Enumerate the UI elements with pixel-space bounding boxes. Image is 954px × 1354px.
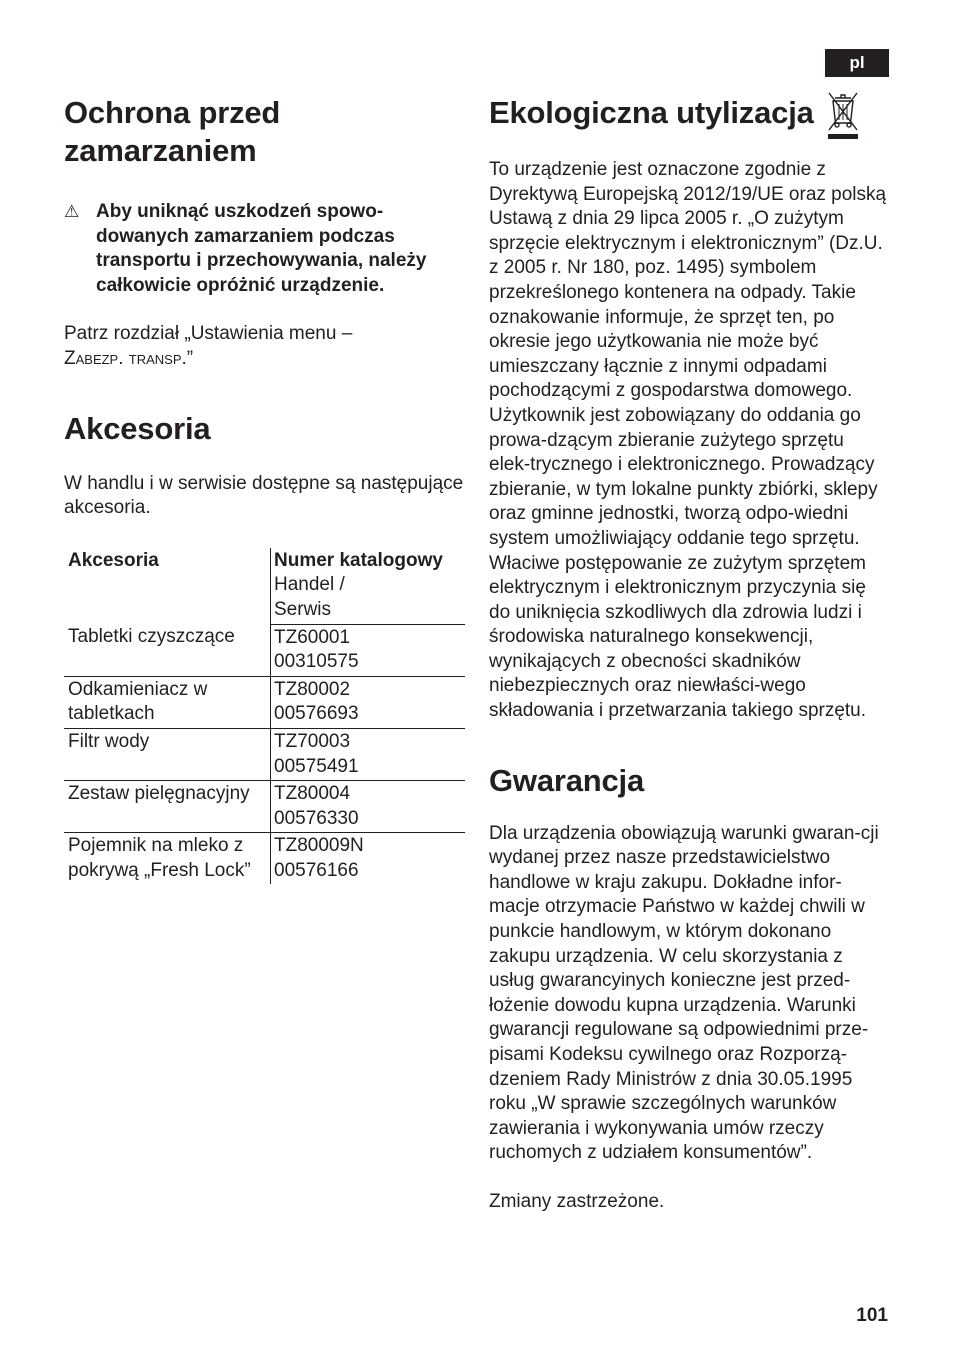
- header-accessories: Akcesoria: [64, 548, 271, 624]
- header-catalog-number: Numer katalogowy: [274, 549, 443, 571]
- freeze-note-suffix: ”: [186, 347, 194, 369]
- freeze-warning: [64, 200, 466, 298]
- eco-text: To urządzenie jest oznaczone zgodnie z Dyrektywą Europejską 2012/19/UE oraz polską Ustawą z dnia 29 lipca 2005 r. „O zużytym sprzęcie elektrycznym i elektronicznym” (Dz.U. z 2005 r. Nr 180, poz. 1495) symbolem przekreślonego kontenera na odpady. Takie oznakowanie informuje, że sprzęt ten, po okresie jego użytkowania nie może być umieszczany łącznie z innymi odpadami pochodzącymi z gospodarstwa domowego. Użytkownik jest zobowiązany do oddania go prowa-dzącym zbieranie zużytego sprzętu elek-trycznego i elektronicznego. Prowadzący zbieranie, w tym lokalne punkty zbiórki, sklepy oraz gminne jednostki, tworzą odpo-wiedni system umożliwiający oddanie tego sprzętu. Właciwe postępowanie ze zużytym sprzętem elektrycznym i elektronicznym przyczynia się do uniknięcia szkodliwych dla zdrowia ludzi i środowiska naturalnego konsekwencji, wynikających z obecności skadników niebezpiecznych oraz niewłaści-wego składowania i przetwarzania takiego sprzętu.: [489, 159, 887, 722]
- left-column: [64, 94, 466, 884]
- header-service: Serwis: [274, 598, 332, 620]
- freeze-protection-title: [64, 94, 466, 170]
- freeze-title-line2: zamarzaniem: [64, 133, 257, 168]
- crossed-bin-icon: [826, 90, 860, 140]
- accessory-number: TZ60001 00310575: [271, 624, 466, 676]
- accessory-name: Filtr wody: [64, 728, 271, 780]
- warning-icon: ⚠: [64, 202, 80, 221]
- page-number: 101: [856, 1305, 888, 1326]
- freeze-note: [64, 322, 466, 371]
- accessory-number: TZ80009N 00576166: [274, 835, 364, 881]
- accessory-name: Zestaw pielęgnacyjny: [64, 781, 271, 833]
- eco-disposal-title: Ekologiczna utylizacja: [489, 95, 814, 130]
- right-column: [489, 94, 889, 1215]
- eco-heading: [489, 94, 889, 140]
- accessory-name: Pojemnik na mleko z pokrywą „Fresh Lock”: [64, 833, 271, 885]
- accessory-number: TZ80004 00576330: [271, 781, 466, 833]
- warranty-title: Gwarancja: [489, 762, 645, 798]
- table-header-row: [64, 548, 465, 624]
- changes-note: Zmiany zastrzeżone.: [489, 1190, 665, 1212]
- accessory-number: TZ70003 00575491: [271, 728, 466, 780]
- table-row: [64, 624, 465, 676]
- warning-text: Aby uniknąć uszkodzeń spowo-dowanych zamarzaniem podczas transportu i przechowywania, należy całkowicie opróżnić urządzenie.: [96, 201, 427, 296]
- accessories-table: [64, 548, 465, 885]
- table-row: [64, 676, 465, 728]
- freeze-title-line1: Ochrona przed: [64, 95, 281, 130]
- accessory-name: Odkamieniacz w tabletkach: [64, 676, 271, 728]
- warranty-text: Dla urządzenia obowiązują warunki gwaran-cji wydanej przez nasze przedstawicielstwo handlowe w kraju zakupu. Dokładne infor-macje otrzymacie Państwo w każdej chwili w punkcie handlowym, w którym dokonano zakupu urządzenia. W celu skorzystania z usług gwarancyinych konieczne jest przed-łożenie dowodu kupna urządzenia. Warunki gwarancji regulowane są odpowiednimi prze-pisami Kodeksu cywilnego oraz Rozporzą-dzeniem Rady Ministrów z dnia 30.05.1995 roku „W sprawie szczególnych warunków zawierania i wykonywania umów rzeczy ruchomych z udziałem konsumentów”.: [489, 822, 879, 1164]
- header-catalog: [271, 548, 466, 624]
- accessory-number: TZ80002 00576693: [271, 676, 466, 728]
- table-row: [64, 833, 465, 885]
- accessories-title: Akcesoria: [64, 410, 211, 446]
- table-row: [64, 728, 465, 780]
- accessories-intro: W handlu i w serwisie dostępne są następujące akcesoria.: [64, 472, 464, 519]
- accessory-name: Tabletki czyszczące: [64, 624, 271, 676]
- header-trade-service: Handel /: [274, 574, 345, 596]
- freeze-note-prefix: Patrz rozdział „Ustawienia menu –: [64, 323, 353, 345]
- freeze-note-menu: Zabezp. transp.: [64, 347, 187, 369]
- language-tab: pl: [825, 49, 889, 77]
- table-row: [64, 781, 465, 833]
